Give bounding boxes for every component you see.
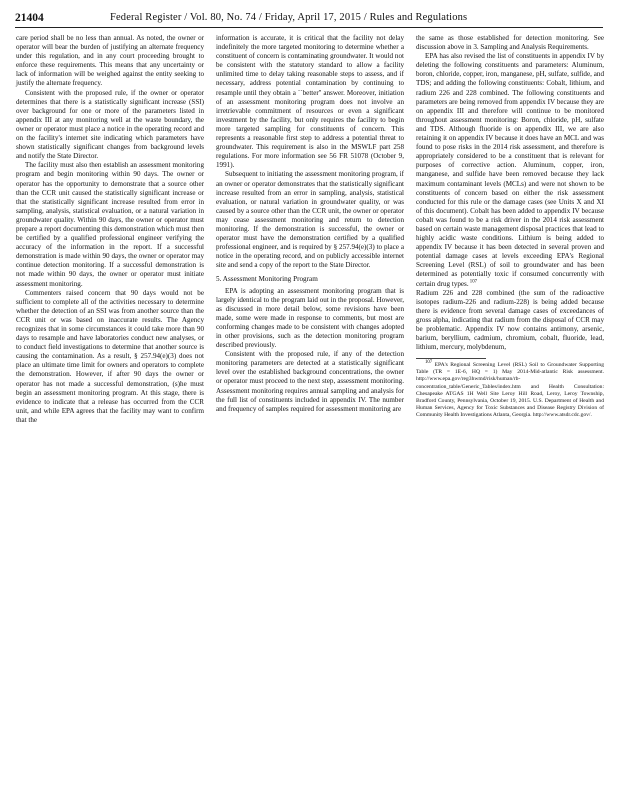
paragraph: Commenters raised concern that 90 days would not be sufficient to complete all of the activities necessary to determine whether the detection of an SSI was from another source than the CCR unit or was based on inaccurate results. The Agency recognizes that in some circumstances it could take more than 90 days to resample and have laboratories conduct new analyses, or to conduct field investigations to determine that another source is causing the contamination. As a result, § 257.94(e)(3) does not place an ultimate time limit for owners and operators to complete the demonstration. However, if after 90 days the owner or operator has not made a successful demonstration, (s)he must begin an assessment monitoring program. At this stage, there is evidence to indicate that a release has occurred from the CCR unit, and while EPA agrees that the facility may want to confirm that the <box>16 288 204 424</box>
footnote-number: 107 <box>425 360 433 366</box>
paragraph: EPA has also revised the list of constituents in appendix IV by deleting the following constituents and parameters: Aluminum, boron, chloride, copper, iron, manganese, pH, sulfate, sulfide, and TDS; and adding the following constituents: Cobalt, lithium, and radium 226 and 228 combined. The following constituents and parameters are being removed from appendix IV because they are on appendix III and therefore will continue to be monitored throughout assessment monitoring: Boron, chloride, pH, sulfate and TDS. Although fluoride is on appendix III, we are also retaining it on appendix IV because it does have an MCL and was found to pose risks in the 2014 risk assessment, and therefore is appropriately considered to be a constituent that is relevant for purposes of corrective action. Aluminum, copper, iron, manganese, and sulfide have been removed because they lack maximum contaminant levels (MCLs) and were not shown to be constituents of concern based on either the risk assessment conducted for this rule or the damage cases (see Units X and XI of this document). Cobalt has been added to appendix IV because cobalt was found to be a risk driver in the 2014 risk assessment based on certain waste management disposal practices that lead to highly acidic waste conditions. Lithium is being added to appendix IV because it has been detected in several proven and potential damage cases at levels exceeding EPA's Regional Screening Level (RSL) of soil to groundwater and has been determined as potentially toxic if consumed concurrently with certain drug types. $^{107}$ <box>416 52 604 288</box>
paragraph: Subsequent to initiating the assessment monitoring program, if an owner or operator demonstrates that the statistically significant increase resulted from an error in sampling, analysis, statistical evaluation, or natural variation in groundwater quality, or was caused by a source other than the CCR unit, the owner or operator may cease assessment monitoring and return to detection monitoring. If the demonstration is successful, the owner or operator must have the demonstration certified by a qualified professional engineer, and is required by § 257.94(e)(3) to place a notice in the operating record, and on publicly accessible internet site and send a copy of the report to the State Director. <box>216 170 404 270</box>
paragraph: The facility must also then establish an assessment monitoring program and begin monitoring within 90 days. The owner or operator has the opportunity to demonstrate that a source other than the CCR unit caused the statistically significant increase or that the statistically significant increase resulted from error in sampling, analysis, statistical evaluation, or a natural variation in groundwater quality. Within 90 days, the owner or operator must prepare a report documenting this demonstration which must then be certified by a qualified professional engineer verifying the accuracy of the information in the report. If a successful demonstration is made within 90 days, the owner or operator may continue detection monitoring. If a successful demonstration is not made within 90 days, the owner or operator must initiate assessment monitoring. <box>16 161 204 288</box>
paragraph: Consistent with the proposed rule, if the owner or operator determines that there is a statistically significant increase (SSI) over background for one or more of the parameters listed in appendix III at any monitoring well at the waste boundary, the owner or operator must place a notice in the operating record and on the facility's internet site indicating which parameters have shown statistically significant changes from background levels and notify the State Director. <box>16 88 204 161</box>
section-heading: 5. Assessment Monitoring Program <box>216 275 318 284</box>
running-title: Federal Register / Vol. 80, No. 74 / Friday, April 17, 2015 / Rules and Regulations <box>110 12 468 23</box>
paragraph: information is accurate, it is critical that the facility not delay indefinitely the more targeted monitoring to determine whether a constituent of concern is contaminating groundwater. It would not be consistent with the statutory standard to allow a facility unlimited time to delay taking reasonable steps to assess, and if necessary, address potential contamination by continuing to resample until they obtain a ``better'' answer. Moreover, initiation of an assessment monitoring program does not involve an irretrievable commitment of resources or even a significant investment by the facility, but only requires the facility to begin more targeted sampling for constituents of concern. This represents a reasonable first step to address a potential threat to groundwater. This requirement is also in the MSWLF part 258 regulations. For more information see 56 FR 51078 (October 9, 1991). <box>216 34 404 170</box>
text-column-1 <box>16 34 204 425</box>
footnote-reference: 107 <box>468 279 477 285</box>
paragraph: care period shall be no less than annual. As noted, the owner or operator will bear the burden of justifying an alternate frequency under this regulation, and in any court proceeding brought to enforce these requirements. This means that any uncertainty or lack of information will be weighed against the entity seeking to justify the alternate frequency. <box>16 34 204 88</box>
paragraph: Consistent with the proposed rule, if any of the detection monitoring parameters are detected at a statistically significant level over the established background concentrations, the owner or operator must proceed to the next step, assessment monitoring. Assessment monitoring requires annual sampling and analysis for the full list of constituents included in appendix IV. The number and frequency of samples required for assessment monitoring are <box>216 350 404 413</box>
column-3-body <box>416 34 604 352</box>
text-column-2 <box>216 34 404 414</box>
text-column-3 <box>416 34 604 419</box>
header-rule <box>15 27 603 28</box>
paragraph: EPA is adopting an assessment monitoring program that is largely identical to the program laid out in the proposal. However, as discussed in more detail below, some revisions have been made, some were made in response to comments, but most are conforming changes made to be consistent with changes adopted in other provisions, such as the detection monitoring program described previously. <box>216 286 404 350</box>
paragraph: Radium 226 and 228 combined (the sum of the radioactive isotopes radium-226 and radium-228) is being added because there is evidence from several damage cases of exceedances of gross alpha, indicating that radium from the disposal of CCR may be problematic. Appendix IV now contains antimony, arsenic, barium, beryllium, cadmium, chromium, cobalt, fluoride, lead, lithium, mercury, molybdenum, <box>416 288 604 352</box>
page-header <box>15 12 603 26</box>
page-number: 21404 <box>15 12 44 24</box>
footnote-text: EPA's Regional Screening Level (RSL) Soil to Groundwater Supporting Table (TR = 1E-6, HQ = 1) May 2014-Mid-atlantic Risk assessment. http://www.epa.gov/reg3hwmd/risk/human/rb-concentration_table/Generic_Tables/index.htm and Health Consultation: Chesapeake ATGAS 1H Well Site Leroy Hill Road, Leroy, Leroy Township, Bradford County, Pennsylvania, October 19, 2015. U.S. Department of Health and Human Services, Agency for Toxic Substances and Disease Registry Division of Community Health Investigations Atlanta, Georgia. http://www.atsdr.cdc.gov/. <box>416 362 605 418</box>
paragraph: the same as those established for detection monitoring. See discussion above in 3. Sampling and Analysis Requirements. <box>416 34 604 52</box>
footnote <box>416 362 604 419</box>
footnote-rule <box>416 358 486 359</box>
